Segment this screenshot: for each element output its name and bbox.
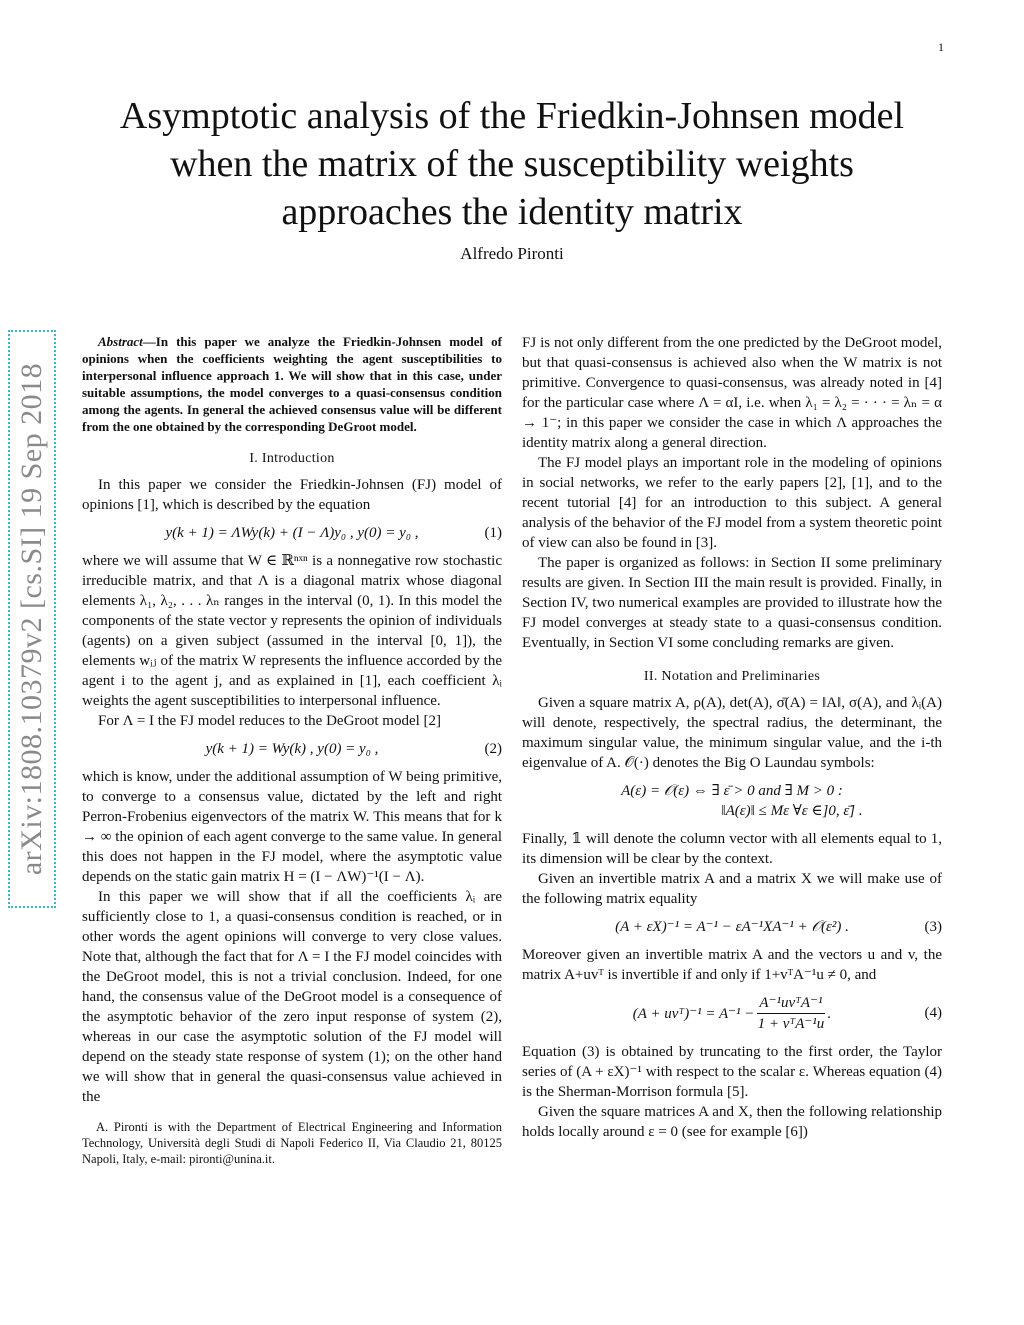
intro-paragraph-2: where we will assume that W ∈ ℝⁿˣⁿ is a nonnegative row stochastic irreducible matrix, and that Λ is a diagonal matrix whose diagonal elements λ₁, λ₂, . . . λₙ ranges in the interval (0, 1). In this model the components of the state vector y represents the opinion of individuals (agents) on a given subject (assumed in the interval [0, 1]), the elements wᵢⱼ of the matrix W represents the influence accorded by the agent i to the agent j, and as explained in [1], each coefficient λᵢ weights the agent susceptibilities to interpersonal influence.: [82, 553, 502, 709]
equation-2-number: (2): [484, 741, 502, 757]
intro-paragraph-6: FJ is not only different from the one predicted by the DeGroot model, but that quasi-consensus is achieved also when the W matrix is not primitive. Convergence to quasi-consensus, was already noted in [4] for the particular case where Λ = αI, i.e. when λ₁ = λ₂ = · · · = λₙ = α → 1⁻; in this paper we consider the case in which Λ approaches the identity matrix along a general direction.: [522, 335, 942, 451]
equation-4-fraction: [757, 993, 824, 1034]
title-line-3: approaches the identity matrix: [281, 191, 743, 233]
equation-4-denominator: 1 + vᵀA⁻¹u: [757, 1016, 825, 1032]
equation-3-number: (3): [924, 919, 942, 935]
intro-paragraph-4: which is know, under the additional assumption of W being primitive, to converge to a consensus value, dictated by the left and right Perron-Frobenius eigenvectors of the matrix W. This means that for k → ∞ the opinion of each agent converge to the same value. In general this does not happen in the FJ model, where the asymptotic value depends on the static gain matrix H = (I − ΛW)⁻¹(I − Λ).: [82, 769, 502, 885]
big-o-line-2: ‖A(ε)‖ ≤ Mε ∀ε ∈]0, ε̄] .: [721, 803, 863, 819]
equation-1-number: (1): [484, 525, 502, 541]
big-o-line-1: A(ε) = 𝒪(ε) ⇔ ∃ ε̄ > 0 and ∃ M > 0 :: [621, 783, 843, 799]
equation-2: [82, 739, 502, 759]
section-heading-introduction: I. Introduction: [249, 451, 335, 466]
big-o-definition: [522, 781, 942, 821]
intro-paragraph-3: For Λ = I the FJ model reduces to the DeGroot model [2]: [98, 713, 442, 729]
equation-1-body: y(k + 1) = ΛWy(k) + (I − Λ)y₀ , y(0) = y₀ ,: [165, 525, 419, 541]
intro-paragraph-5: In this paper we will show that if all the coefficients λᵢ are sufficiently close to 1, a quasi-consensus condition is reached, or in other words the agent opinions will converge to very close values. Note that, although the fact that for Λ = I the FJ model coincides with the DeGroot model, this is not a trivial conclusion. Indeed, for one hand, the consensus value of the DeGroot model is a consequence of the asymptotic behavior of the zero input response of system (2), whereas in our case the asymptotic solution of the FJ model will depend on the steady state response of system (1); on the other hand we will show that in general the quasi-consensus value achieved in the: [82, 889, 502, 1105]
page-number: 1: [938, 40, 944, 54]
intro-paragraph-1: In this paper we consider the Friedkin-Johnsen (FJ) model of opinions [1], which is described by the equation: [82, 477, 502, 513]
left-column: [82, 333, 502, 1167]
equation-2-body: y(k + 1) = Wy(k) , y(0) = y₀ ,: [205, 741, 379, 757]
equation-4: (A + uvᵀ)⁻¹ = A⁻¹ − $\frac{\text{A⁻¹uvᵀA⁻¹}}{\text{1 + vᵀA⁻¹u}}$ . (4): [632, 995, 942, 1032]
equation-3: [522, 917, 942, 937]
abstract: [82, 333, 502, 435]
equation-4-number: (4): [924, 1005, 942, 1021]
notation-paragraph-2: Finally, 𝟙 will denote the column vector with all elements equal to 1, its dimension will be clear by the context.: [522, 831, 942, 867]
equation-4-left: (A + uvᵀ)⁻¹ = A⁻¹ −: [632, 1005, 755, 1022]
equation-1: [82, 523, 502, 543]
abstract-text: —In this paper we analyze the Friedkin-Johnsen model of opinions when the coefficients weighting the agent susceptibilities to interpersonal influence approach 1. We will show that in this case, under suitable assumptions, the model converges to a quasi-consensus condition among the agents. In general the achieved consensus value will be different from the one obtained by the corresponding DeGroot model.: [82, 334, 502, 434]
notation-paragraph-1: Given a square matrix A, ρ(A), det(A), σ̄(A) = ‖A‖, σ(A), and λᵢ(A) will denote, respectively, the spectral radius, the determinant, the maximum singular value, the minimum singular value, and the i-th eigenvalue of A. 𝒪(·) denotes the Big O Laundau symbols:: [522, 695, 942, 771]
paper-title: [60, 92, 964, 236]
intro-paragraph-8: The paper is organized as follows: in Section II some preliminary results are given. In Section III the main result is provided. Finally, in Section IV, two numerical examples are provided to illustrate how the FJ model converges at steady state to a quasi-consensus condition. Eventually, in Section VI some concluding remarks are given.: [522, 555, 942, 651]
section-heading-notation: II. Notation and Preliminaries: [643, 669, 821, 684]
abstract-label: Abstract: [98, 334, 143, 349]
equation-4-numerator: A⁻¹uvᵀA⁻¹: [757, 993, 824, 1014]
notation-paragraph-4: Moreover given an invertible matrix A and the vectors u and v, the matrix A+uvᵀ is invertible if and only if 1+vᵀA⁻¹u ≠ 0, and: [522, 947, 942, 983]
arxiv-watermark[interactable]: [8, 330, 56, 908]
notation-paragraph-6: Given the square matrices A and X, then the following relationship holds locally around ε = 0 (see for example [6]): [522, 1104, 942, 1140]
title-line-2: when the matrix of the susceptibility weights: [170, 143, 854, 185]
right-column: [522, 333, 942, 1142]
author: Alfredo Pironti: [460, 244, 564, 263]
notation-paragraph-3: Given an invertible matrix A and a matrix X we will make use of the following matrix equality: [522, 871, 942, 907]
affiliation-footnote: A. Pironti is with the Department of Electrical Engineering and Information Technology, Università degli Studi di Napoli Federico II, Via Claudio 21, 80125 Napoli, Italy, e-mail: pironti@unina.it.: [82, 1120, 502, 1166]
intro-paragraph-7: The FJ model plays an important role in the modeling of opinions in social networks, we refer to the early papers [2], [1], and to the recent tutorial [4] for an introduction to this subject. A general analysis of the behavior of the FJ model from a system theoretic point of view can also be found in [3].: [522, 455, 942, 551]
arxiv-id: arXiv:1808.10379v2 [cs.SI] 19 Sep 2018: [15, 362, 48, 876]
equation-3-body: (A + εX)⁻¹ = A⁻¹ − εA⁻¹XA⁻¹ + 𝒪(ε²) .: [615, 919, 849, 935]
title-line-1: Asymptotic analysis of the Friedkin-Johnsen model: [119, 95, 905, 137]
notation-paragraph-5: Equation (3) is obtained by truncating to the first order, the Taylor series of (A + εX)⁻¹ with respect to the scalar ε. Whereas equation (4) is the Sherman-Morrison formula [5].: [522, 1044, 942, 1100]
